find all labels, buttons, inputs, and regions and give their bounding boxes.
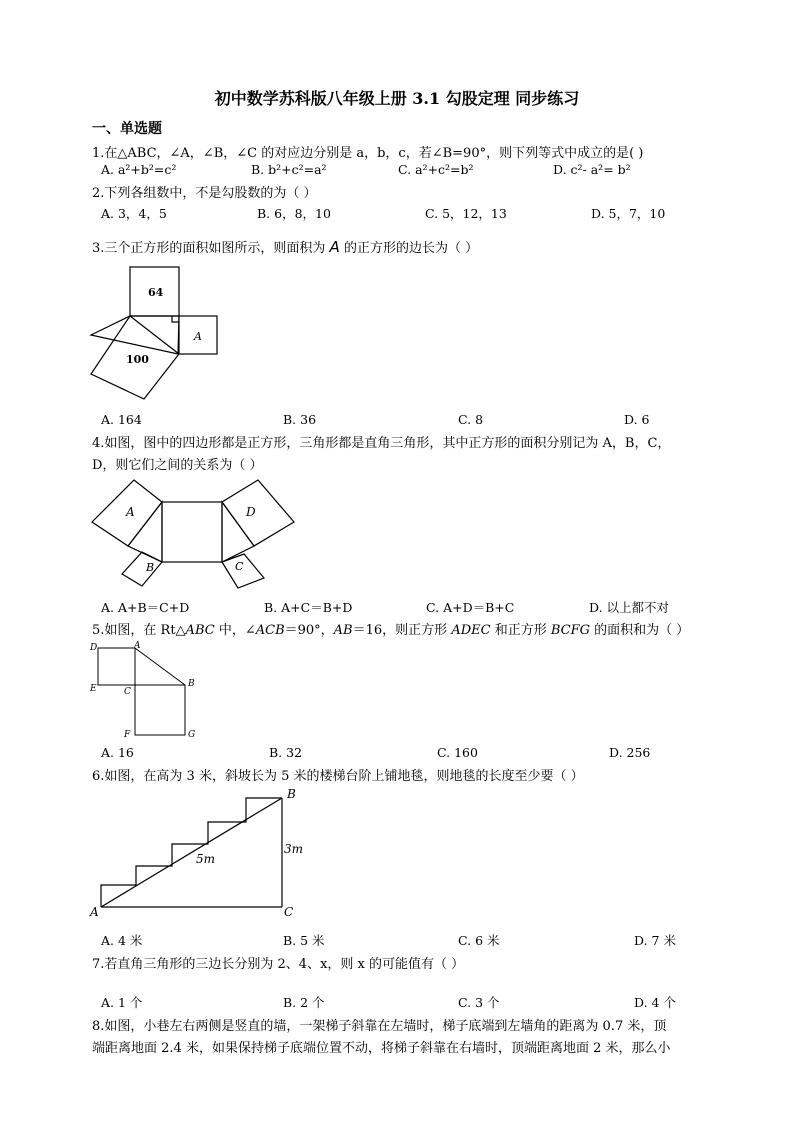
question-4-stem-line2: D，则它们之间的关系为（ ） <box>92 458 263 473</box>
label-c: C <box>235 560 244 573</box>
question-7-stem: 7.若直角三角形的三边长分别为 2、4、x，则 x 的可能值有（ ） <box>92 957 465 972</box>
square-d-shape <box>222 480 294 546</box>
question-4-stem-line1: 4.如图，图中的四边形都是正方形，三角形都是直角三角形，其中正方形的面积分别记为 A，B，C， <box>92 436 671 451</box>
question-3-stem-part2: 的正方形的边长为（ ） <box>343 241 479 256</box>
question-3-stem <box>92 237 478 256</box>
question-1-stem: 1.在△ABC，∠A，∠B，∠C 的对应边分别是 a，b，c，若∠B=90°，则下列等式中成立的是( ) <box>92 146 644 161</box>
question-3-stem-part1: 3.三个正方形的面积如图所示，则面积为 <box>92 241 326 256</box>
question-5-angle: ∠ACB <box>244 623 285 638</box>
question-5-stem-part: 5.如图，在 Rt <box>92 623 176 638</box>
label-3m: 3m <box>284 842 304 856</box>
question-3-stem-variable: A <box>329 238 340 256</box>
question-6-stem: 6.如图，在高为 3 米，斜坡长为 5 米的楼梯台阶上铺地毯，则地毯的长度至少要（ ） <box>92 769 584 784</box>
label-g: G <box>188 730 196 740</box>
label-a: A <box>126 505 135 519</box>
page-title: 初中数学苏科版八年级上册 3.1 勾股定理 同步练习 <box>214 89 580 108</box>
question-7-option-a[interactable]: A. 1 个 <box>101 995 143 1010</box>
question-2-option-b[interactable]: B. 6，8，10 <box>257 206 331 221</box>
label-e: E <box>90 684 97 694</box>
label-a: A <box>90 905 99 919</box>
right-angle-mark <box>172 316 179 322</box>
question-1-option-c[interactable]: C. a²+c²=b² <box>398 162 474 177</box>
square-adec <box>98 648 135 685</box>
question-7-option-d[interactable]: D. 4 个 <box>634 995 676 1010</box>
question-3-option-b[interactable]: B. 36 <box>283 412 317 427</box>
section-heading: 一、单选题 <box>92 121 162 137</box>
label-100: 100 <box>126 353 149 366</box>
question-2-option-a[interactable]: A. 3，4，5 <box>101 206 167 221</box>
hypotenuse-ab <box>135 648 185 685</box>
question-1-option-b[interactable]: B. b²+c²=a² <box>251 162 327 177</box>
question-5-option-b[interactable]: B. 32 <box>269 745 303 760</box>
question-5-square-adec: ADEC <box>451 623 491 638</box>
question-2-stem: 2.下列各组数中，不是勾股数的为（ ） <box>92 186 317 201</box>
question-7-option-c[interactable]: C. 3 个 <box>458 995 500 1010</box>
question-1-option-d[interactable]: D. c²- a²= b² <box>553 162 631 177</box>
question-5-option-d[interactable]: D. 256 <box>609 745 651 760</box>
question-5-stem-part: ＝90°， <box>284 623 334 638</box>
slope-line <box>101 798 282 907</box>
question-5-stem-part: ＝16，则正方形 <box>352 623 452 638</box>
label-b: B <box>188 679 195 689</box>
center-square <box>162 502 222 562</box>
label-64: 64 <box>148 286 164 299</box>
label-b: B <box>146 561 155 574</box>
question-6-option-d[interactable]: D. 7 米 <box>634 933 676 948</box>
question-5-stem-part: 中， <box>214 623 245 638</box>
label-f: F <box>124 730 131 740</box>
question-6-option-c[interactable]: C. 6 米 <box>458 933 500 948</box>
question-2-option-d[interactable]: D. 5，7，10 <box>591 206 666 221</box>
question-5-side: AB <box>333 623 353 638</box>
question-5-option-c[interactable]: C. 160 <box>437 745 478 760</box>
question-4-option-b[interactable]: B. A+C＝B+D <box>264 600 353 615</box>
square-100-side <box>91 316 179 354</box>
question-3-option-a[interactable]: A. 164 <box>101 412 142 427</box>
question-5-stem <box>92 619 689 638</box>
label-c: C <box>124 687 131 697</box>
question-4-figure <box>88 474 298 592</box>
question-3-option-d[interactable]: D. 6 <box>624 412 650 427</box>
question-5-option-a[interactable]: A. 16 <box>101 745 134 760</box>
label-a: A <box>194 330 202 343</box>
question-6-option-a[interactable]: A. 4 米 <box>101 933 143 948</box>
question-2-option-c[interactable]: C. 5，12，13 <box>425 206 507 221</box>
question-3-figure <box>88 264 228 404</box>
question-8-stem-line2: 端距离地面 2.4 米，如果保持梯子底端位置不动，将梯子斜靠在右墙时，顶端距离地面 2 米，那么小 <box>92 1041 671 1056</box>
label-d: D <box>90 643 98 653</box>
question-7-option-b[interactable]: B. 2 个 <box>283 995 325 1010</box>
question-8-stem-line1: 8.如图，小巷左右两侧是竖直的墙，一架梯子斜靠在左墙时，梯子底端到左墙角的距离为 0.7 米，顶 <box>92 1019 667 1034</box>
label-d: D <box>246 505 256 519</box>
question-5-stem-part: 和正方形 <box>490 623 551 638</box>
square-b-shape <box>122 552 162 586</box>
question-5-triangle: △ABC <box>175 623 215 638</box>
question-4-option-a[interactable]: A. A+B＝C+D <box>101 600 190 615</box>
question-3-option-c[interactable]: C. 8 <box>458 412 484 427</box>
label-b: B <box>287 787 296 801</box>
square-bcfg <box>135 685 185 735</box>
label-5m: 5m <box>196 852 216 866</box>
label-c: C <box>284 905 294 919</box>
question-6-figure <box>88 786 308 922</box>
question-5-square-bcfg: BCFG <box>550 623 590 638</box>
question-1-option-a[interactable]: A. a²+b²=c² <box>101 162 177 177</box>
question-5-figure <box>88 638 208 742</box>
label-a: A <box>134 641 141 651</box>
question-4-option-c[interactable]: C. A+D＝B+C <box>426 600 515 615</box>
question-4-option-d[interactable]: D. 以上都不对 <box>589 600 670 615</box>
question-6-option-b[interactable]: B. 5 米 <box>283 933 325 948</box>
question-5-stem-part: 的面积和为（ ） <box>589 623 690 638</box>
